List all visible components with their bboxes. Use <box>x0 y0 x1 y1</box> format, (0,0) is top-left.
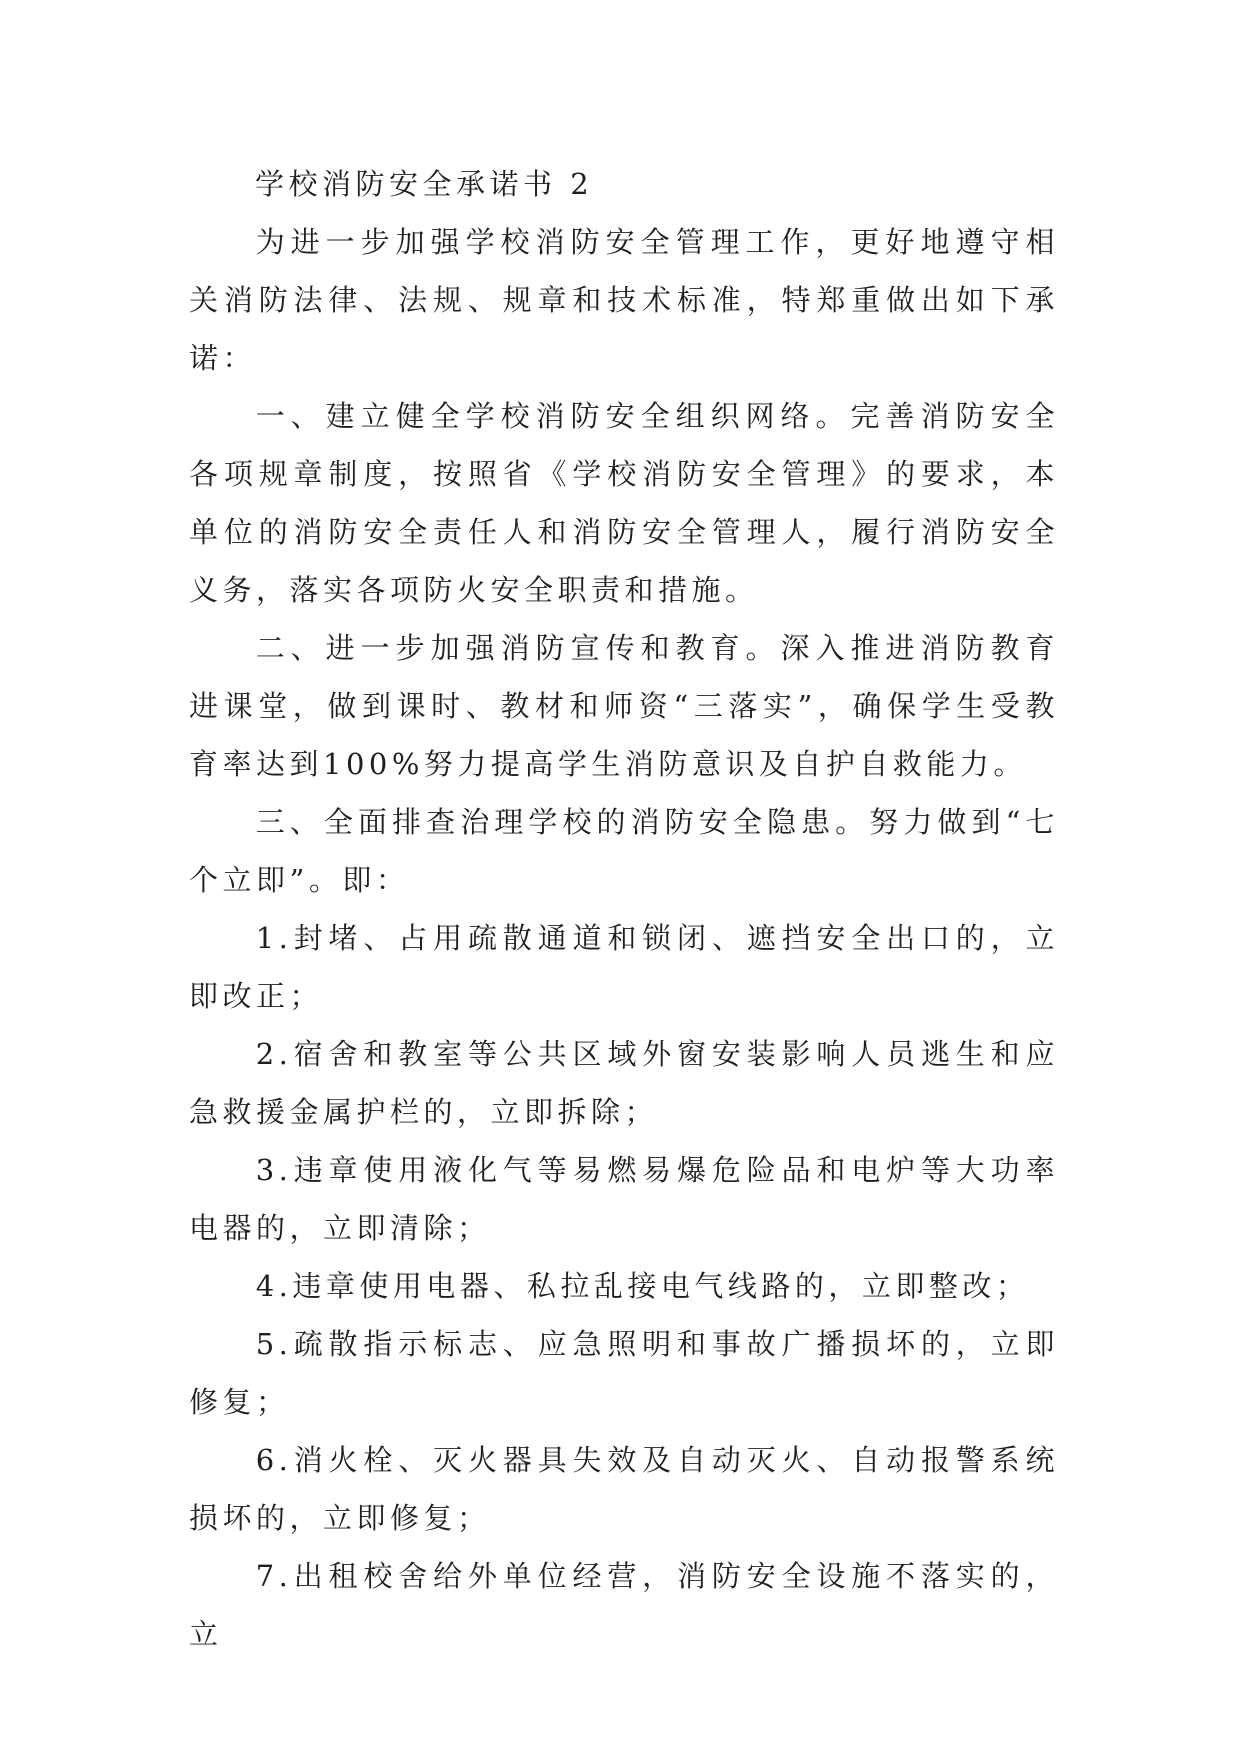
document-title: 学校消防安全承诺书 2 <box>255 167 594 201</box>
paragraph-intro: 为进一步加强学校消防安全管理工作，更好地遵守相关消防法律、法规、规章和技术标准，特郑重做出如下承诺： <box>189 225 1059 375</box>
list-item-7: 7.出租校舍给外单位经营，消防安全设施不落实的，立 <box>189 1559 1059 1651</box>
list-item-1: 1.封堵、占用疏散通道和锁闭、遮挡安全出口的，立即改正； <box>189 921 1059 1013</box>
list-item-6: 6.消火栓、灭火器具失效及自动灭火、自动报警系统损坏的，立即修复； <box>189 1443 1059 1535</box>
list-item-5: 5.疏散指示标志、应急照明和事故广播损坏的，立即修复； <box>189 1327 1059 1419</box>
list-item-3: 3.违章使用液化气等易燃易爆危险品和电炉等大功率电器的，立即清除； <box>189 1153 1059 1245</box>
paragraph-section-3: 三、全面排查治理学校的消防安全隐患。努力做到“七个立即”。即： <box>189 805 1059 897</box>
paragraph-section-1: 一、建立健全学校消防安全组织网络。完善消防安全各项规章制度，按照省《学校消防安全管理》的要求，本单位的消防安全责任人和消防安全管理人，履行消防安全义务，落实各项防火安全职责和措施。 <box>189 399 1059 607</box>
list-item-4: 4.违章使用电器、私拉乱接电气线路的，立即整改； <box>255 1269 1030 1303</box>
document-body <box>189 155 1059 1663</box>
list-item-2: 2.宿舍和教室等公共区域外窗安装影响人员逃生和应急救援金属护栏的，立即拆除； <box>189 1037 1059 1129</box>
paragraph-section-2: 二、进一步加强消防宣传和教育。深入推进消防教育进课堂，做到课时、教材和师资“三落实”，确保学生受教育率达到100%努力提高学生消防意识及自护自救能力。 <box>189 631 1059 781</box>
